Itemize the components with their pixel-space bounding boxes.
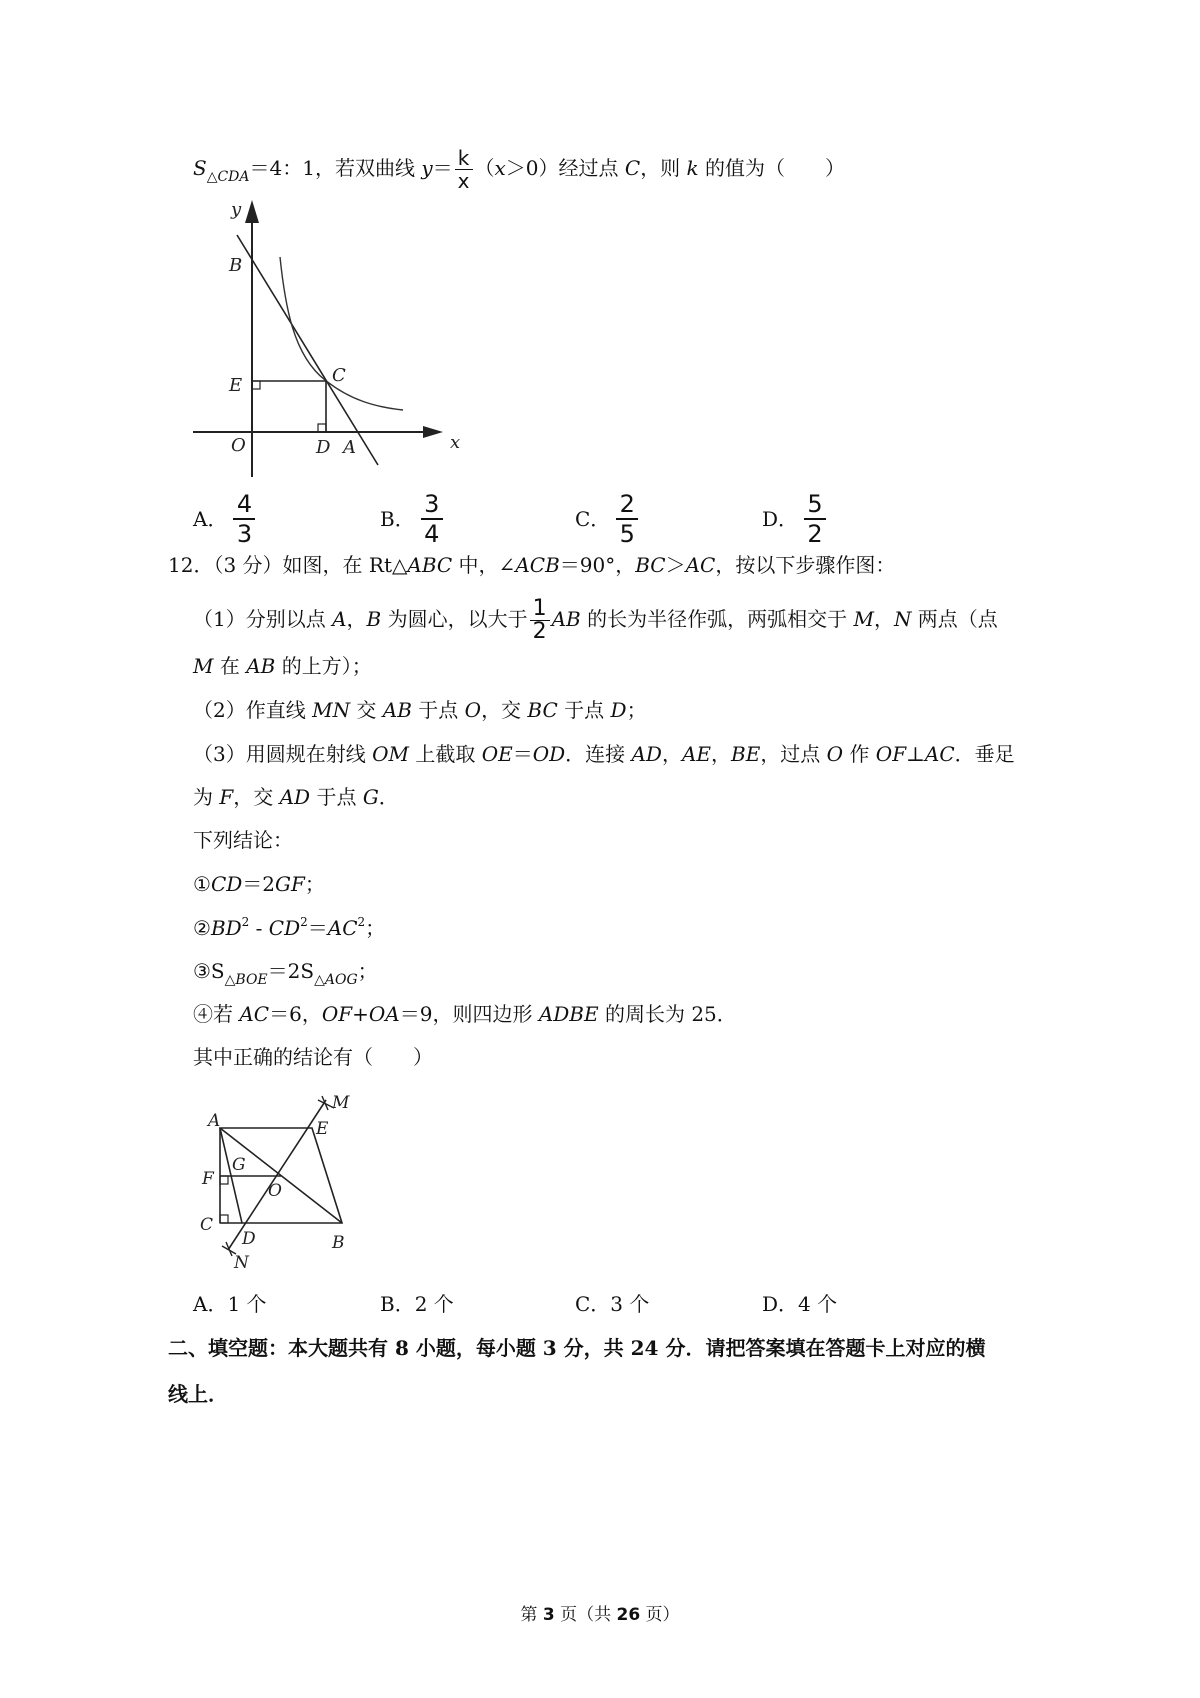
q12-text: ⊥ <box>906 742 925 766</box>
q12-text: A <box>332 607 347 631</box>
q12-step-3-cont <box>193 783 399 811</box>
option-label: D． <box>762 507 799 531</box>
q12-text: （2）作直线 <box>193 698 313 722</box>
q12-text: 2 <box>357 915 366 929</box>
q12-text: ① <box>193 872 211 896</box>
q12-text: 2 <box>241 915 250 929</box>
fig-label-y: y <box>231 199 242 220</box>
frac-num: 3 <box>424 490 440 518</box>
footer-text: 页） <box>640 1605 680 1625</box>
option-fraction <box>804 490 826 548</box>
q12-text: AD <box>279 785 311 809</box>
q12-text: AB <box>551 607 581 631</box>
fig2-label-g: G <box>232 1155 246 1175</box>
q12-option-b: B．2 个 <box>380 1292 454 1316</box>
q12-conclusion-2 <box>193 914 385 945</box>
q12-text: 在 <box>213 654 247 678</box>
q12-text: 作 <box>843 742 876 766</box>
q11-text: 的值为（ ） <box>698 156 846 180</box>
q12-text: ＝2S <box>267 959 315 983</box>
q12-text: ADBE <box>538 1002 599 1026</box>
fig2-label-o: O <box>268 1181 282 1201</box>
q11-text: S <box>193 156 207 180</box>
frac-den: 3 <box>236 520 253 548</box>
q12-text: ； <box>357 959 378 983</box>
q12-text: + <box>352 1002 369 1026</box>
fig2-label-e: E <box>316 1119 329 1139</box>
q12-text: BE <box>731 742 761 766</box>
q12-text: 为 <box>193 785 220 809</box>
section2-line-2: 线上． <box>168 1382 228 1406</box>
fig-label-d: D <box>316 437 331 458</box>
q12-text: - <box>249 916 269 940</box>
q11-option-a <box>193 490 255 548</box>
frac-den: 4 <box>424 520 440 548</box>
fig-label-a: A <box>343 437 356 458</box>
q12-text: ，按以下步骤作图： <box>715 553 896 577</box>
q12-text: MN <box>312 698 351 722</box>
fig-label-c: C <box>332 365 346 386</box>
q12-text: ，过点 <box>760 742 827 766</box>
option-fraction <box>421 490 443 548</box>
q12-text: （1）分别以点 <box>193 607 333 631</box>
q12-text: OA <box>368 1002 400 1026</box>
q12-step-3 <box>193 740 1015 768</box>
q12-text: ACB <box>515 553 560 577</box>
q12-ask: 其中正确的结论有（ ） <box>193 1045 433 1069</box>
q12-text: ； <box>304 872 325 896</box>
q12-text: ＝6， <box>269 1002 322 1026</box>
half-fraction <box>530 598 550 643</box>
q12-text: 两点（点 <box>911 607 998 631</box>
q12-text: O <box>826 742 844 766</box>
q11-text: k <box>686 156 699 180</box>
q12-text: O <box>464 698 482 722</box>
footer-text: 第 <box>520 1605 543 1625</box>
q12-text: ．连接 <box>565 742 632 766</box>
option-fraction <box>616 490 638 548</box>
q12-text: OE <box>481 742 513 766</box>
q12-text: ④若 <box>193 1002 240 1026</box>
fig2-label-f: F <box>202 1169 214 1189</box>
q12-text: ．垂足 <box>954 742 1015 766</box>
q12-text: D <box>610 698 627 722</box>
q11-option-c <box>575 490 638 548</box>
q12-text: B <box>366 607 382 631</box>
q12-step-1 <box>193 598 998 643</box>
q12-text: CD <box>268 916 301 940</box>
q12-text: AD <box>631 742 662 766</box>
q12-text: ＝9，则四边形 <box>399 1002 539 1026</box>
q12-step-2 <box>193 696 647 724</box>
q12-text: 为圆心，以大于 <box>381 607 528 631</box>
q12-text: 于点 <box>557 698 611 722</box>
q12-text: 12．（3 分）如图，在 Rt△ <box>168 553 408 577</box>
q11-text: ＞0）经过点 <box>505 156 625 180</box>
fig2-label-a: A <box>208 1111 221 1131</box>
footer-total-pages: 26 <box>616 1605 641 1625</box>
frac-num: 5 <box>807 490 823 518</box>
frac-num: 2 <box>619 490 635 518</box>
q12-text: M <box>853 607 874 631</box>
q11-text: y <box>421 156 433 180</box>
q12-text: F <box>219 785 234 809</box>
fig2-label-n: N <box>234 1253 249 1273</box>
q12-text: ② <box>193 916 211 940</box>
q12-text: M <box>193 654 214 678</box>
q12-stem <box>168 551 895 579</box>
q12-text: ，交 <box>233 785 280 809</box>
fig2-label-m: M <box>332 1093 350 1113</box>
q11-frac-num: k <box>457 146 470 170</box>
q11-text: ＝4：1，若双曲线 <box>249 156 422 180</box>
frac-den: 5 <box>619 520 635 548</box>
q12-text: BC <box>635 553 666 577</box>
frac-den: 2 <box>532 619 547 644</box>
frac-num: 4 <box>236 490 253 518</box>
q12-text: 2 <box>300 915 308 929</box>
q12-text: 于点 <box>310 785 363 809</box>
q12-text: ＝ <box>512 742 533 766</box>
q12-conclusion-3 <box>193 957 378 988</box>
footer-page-number: 3 <box>542 1605 555 1625</box>
q11-option-d <box>762 490 826 548</box>
q11-text: ，则 <box>640 156 687 180</box>
q11-frac-den: x <box>457 169 470 193</box>
q12-text: △BOE <box>224 972 268 988</box>
q12-text: 于点 <box>411 698 465 722</box>
q12-text: △AOG <box>314 972 358 988</box>
q12-text: ， <box>661 742 682 766</box>
q11-text: x <box>494 156 506 180</box>
q12-text: BC <box>527 698 558 722</box>
q12-text: 的长为半径作弧，两弧相交于 <box>580 607 854 631</box>
option-fraction <box>233 490 255 548</box>
option-label: B． <box>380 507 415 531</box>
frac-den: 2 <box>807 520 823 548</box>
q12-text: 上截取 <box>408 742 482 766</box>
fig2-label-c: C <box>200 1215 214 1235</box>
q12-text: （3）用圆规在射线 <box>193 742 373 766</box>
q12-text: AB <box>246 654 276 678</box>
q12-figure <box>190 1088 370 1278</box>
fig2-label-b: B <box>332 1233 345 1253</box>
option-label: C． <box>575 507 611 531</box>
section2-line-1: 二、填空题：本大题共有 8 小题，每小题 3 分，共 24 分．请把答案填在答题卡上对应的横 <box>168 1336 986 1360</box>
q12-option-a: A．1 个 <box>193 1292 267 1316</box>
q12-text: ，交 <box>481 698 528 722</box>
q12-text: OF <box>321 1002 353 1026</box>
q12-text: ； <box>626 698 647 722</box>
q12-option-c: C．3 个 <box>575 1292 650 1316</box>
q12-text: ； <box>365 916 386 940</box>
q12-text: BD <box>210 916 242 940</box>
fig2-label-d: D <box>242 1229 256 1249</box>
fig-label-x: x <box>450 432 461 453</box>
q12-text: ， <box>873 607 894 631</box>
q12-text: ． <box>378 785 399 809</box>
q12-conclusions-head: 下列结论： <box>193 828 293 852</box>
q12-text: ③S <box>193 959 225 983</box>
q12-text: AC <box>327 916 358 940</box>
q12-text: AE <box>681 742 712 766</box>
q12-text: ＝ <box>307 916 328 940</box>
page-footer <box>0 1600 1200 1625</box>
option-label: A． <box>193 507 228 531</box>
q12-text: 中，∠ <box>452 553 516 577</box>
q11-text: ＝ <box>432 156 453 180</box>
q11-text: C <box>624 156 641 180</box>
q11-text: （ <box>474 156 495 180</box>
q12-text: G <box>362 785 379 809</box>
fig-label-o: O <box>231 435 246 456</box>
q12-text: 的周长为 25． <box>598 1002 737 1026</box>
q11-option-b <box>380 490 443 548</box>
q12-text: AC <box>685 553 716 577</box>
frac-num: 1 <box>532 596 547 621</box>
q12-text: OF <box>875 742 907 766</box>
footer-text: 页（共 <box>554 1605 617 1625</box>
q12-text: ABC <box>407 553 453 577</box>
q11-fraction <box>455 147 473 192</box>
q12-text: OM <box>372 742 409 766</box>
q12-text: 的上方）； <box>275 654 372 678</box>
q12-text: AC <box>924 742 955 766</box>
q12-conclusion-1 <box>193 870 325 898</box>
q12-text: ＝90°， <box>559 553 636 577</box>
q11-text: △CDA <box>206 169 250 185</box>
q11-figure <box>185 195 475 485</box>
q12-conclusion-4 <box>193 1000 737 1028</box>
q12-text: 交 <box>350 698 383 722</box>
q12-text: OD <box>532 742 566 766</box>
q12-step-1-cont <box>193 652 372 680</box>
q12-text: ， <box>346 607 367 631</box>
fig-label-e: E <box>229 375 243 396</box>
q12-text: ＞ <box>665 553 686 577</box>
q11-line-1 <box>193 147 845 192</box>
q12-text: ， <box>711 742 732 766</box>
q12-text: AC <box>239 1002 270 1026</box>
q12-text: N <box>893 607 912 631</box>
fig-label-b: B <box>229 255 243 276</box>
q12-text: ＝2 <box>242 872 276 896</box>
q12-option-d: D．4 个 <box>762 1292 838 1316</box>
q12-text: GF <box>275 872 305 896</box>
q12-text: AB <box>382 698 412 722</box>
q12-text: CD <box>210 872 243 896</box>
